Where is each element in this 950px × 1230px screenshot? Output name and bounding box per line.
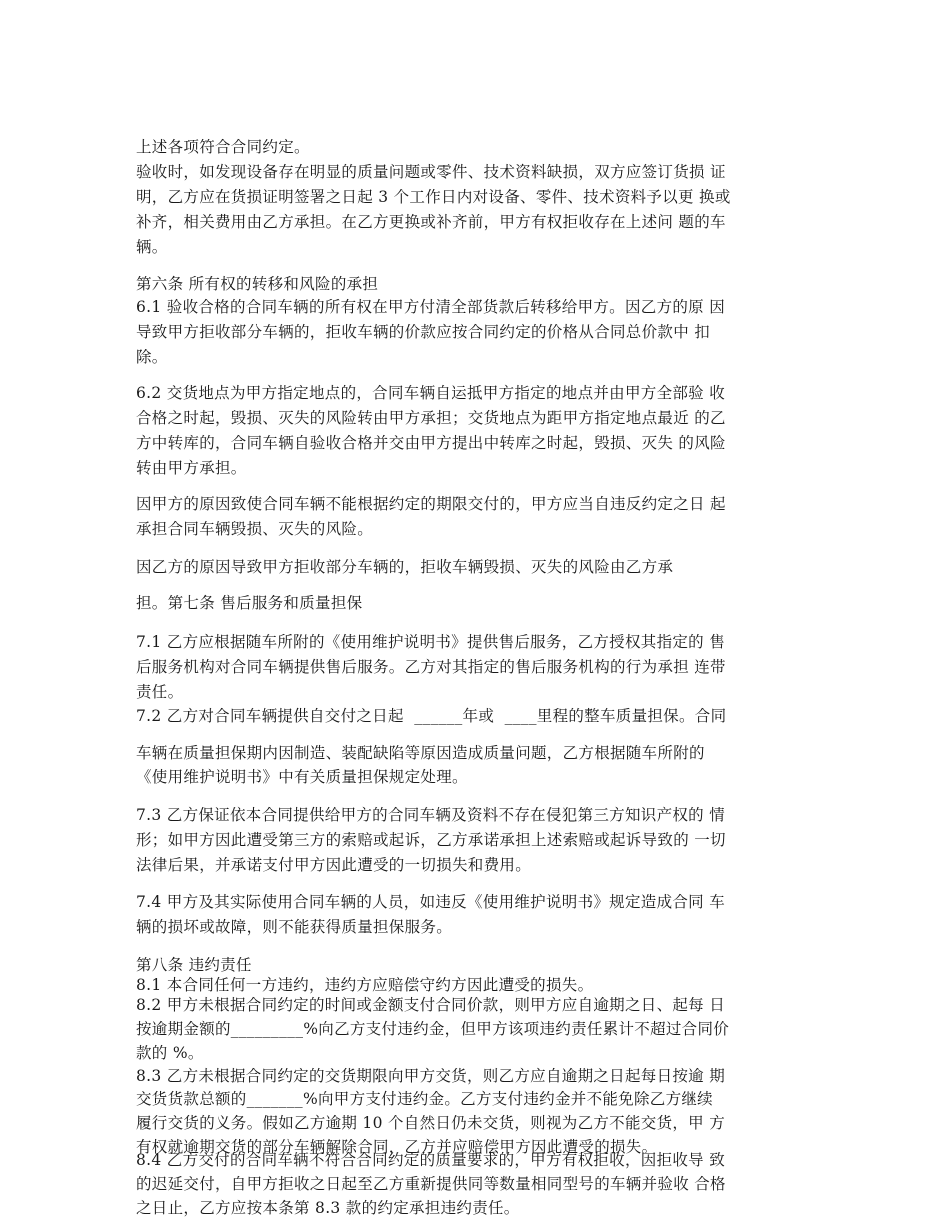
text-line: 辆的损坏或故障，则不能获得质量担保服务。 bbox=[136, 918, 453, 936]
text-line: 的迟延交付，自甲方拒收之日起至乙方重新提供同等数量相同型号的车辆并验收 合格 bbox=[136, 1175, 726, 1193]
text-line: 8.3 乙方未根据合同约定的交货期限向甲方交货，则乙方应自逾期之日起每日按逾 期 bbox=[136, 1067, 726, 1085]
text-line: 承担合同车辆毁损、灭失的风险。 bbox=[136, 520, 374, 538]
text-line: 7.2 乙方对合同车辆提供自交付之日起 ______年或 ____里程的整车质量担保。合同 bbox=[136, 707, 727, 725]
text-line: 明，乙方应在货损证明签署之日起 3 个工作日内对设备、零件、技术资料予以更 换或 bbox=[136, 188, 731, 206]
text-line: 车辆在质量担保期内因制造、装配缺陷等原因造成质量问题，乙方根据随车所附的 bbox=[136, 744, 705, 762]
text-line: 6.2 交货地点为甲方指定地点的，合同车辆自运抵甲方指定的地点并由甲方全部验 收 bbox=[136, 384, 726, 402]
section-heading: 担。第七条 售后服务和质量担保 bbox=[136, 594, 363, 612]
text-line: 除。 bbox=[136, 348, 168, 366]
text-line: 合格之时起，毁损、灭失的风险转由甲方承担；交货地点为距甲方指定地点最近 的乙 bbox=[136, 409, 726, 427]
text-line: 因乙方的原因导致甲方拒收部分车辆的，拒收车辆毁损、灭失的风险由乙方承 bbox=[136, 558, 674, 576]
contract-page bbox=[136, 0, 808, 1230]
text-line: 验收时，如发现设备存在明显的质量问题或零件、技术资料缺损，双方应签订货损 证 bbox=[136, 163, 726, 181]
text-line: 方中转库的，合同车辆自验收合格并交由甲方提出中转库之时起，毁损、灭失 的风险 bbox=[136, 434, 726, 452]
text-line: 因甲方的原因致使合同车辆不能根据约定的期限交付的，甲方应当自违反约定之日 起 bbox=[136, 495, 726, 513]
text-line: 《使用维护说明书》中有关质量担保规定处理。 bbox=[136, 768, 468, 786]
text-line: 导致甲方拒收部分车辆的，拒收车辆的价款应按合同约定的价格从合同总价款中 扣 bbox=[136, 323, 711, 341]
text-line: 有权就逾期交货的部分车辆解除合同，乙方并应赔偿甲方因此遭受的损失。 bbox=[136, 1138, 658, 1156]
text-line: 8.4 乙方交付的合同车辆不符合合同约定的质量要求的，甲方有权拒收，因拒收导 致 bbox=[136, 1151, 726, 1169]
text-line: 补齐，相关费用由乙方承担。在乙方更换或补齐前，甲方有权拒收存在上述问 题的车 bbox=[136, 213, 726, 231]
text-line: 上述各项符合合同约定。 bbox=[136, 138, 310, 156]
text-line: 款的 %。 bbox=[136, 1044, 204, 1062]
section-heading: 第六条 所有权的转移和风险的承担 bbox=[136, 275, 379, 293]
section-heading: 第八条 违约责任 bbox=[136, 956, 252, 974]
text-line: 法律后果，并承诺支付甲方因此遭受的一切损失和费用。 bbox=[136, 856, 532, 874]
text-line: 辆。 bbox=[136, 238, 168, 256]
text-line: 后服务机构对合同车辆提供售后服务。乙方对其指定的售后服务机构的行为承担 连带 bbox=[136, 658, 726, 676]
text-line: 交货货款总额的_______%向甲方支付违约金。乙方支付违约金并不能免除乙方继续 bbox=[136, 1090, 713, 1108]
text-line: 形；如甲方因此遭受第三方的索赔或起诉，乙方承诺承担上述索赔或起诉导致的 一切 bbox=[136, 831, 726, 849]
text-line: 8.1 本合同任何一方违约，违约方应赔偿守约方因此遭受的损失。 bbox=[136, 976, 594, 994]
text-line: 7.3 乙方保证依本合同提供给甲方的合同车辆及资料不存在侵犯第三方知识产权的 情 bbox=[136, 806, 726, 824]
text-line: 责任。 bbox=[136, 683, 184, 701]
text-line: 之日止，乙方应按本条第 8.3 款的约定承担违约责任。 bbox=[136, 1199, 520, 1217]
text-line: 8.2 甲方未根据合同约定的时间或金额支付合同价款，则甲方应自逾期之日、起每 日 bbox=[136, 996, 726, 1014]
text-line: 7.1 乙方应根据随车所附的《使用维护说明书》提供售后服务，乙方授权其指定的 售 bbox=[136, 633, 726, 651]
text-line: 履行交货的义务。假如乙方逾期 10 个自然日仍未交货，则视为乙方不能交货，甲 方 bbox=[136, 1114, 726, 1132]
text-line: 按逾期金额的_________%向乙方支付违约金，但甲方该项违约责任累计不超过合同价 bbox=[136, 1020, 730, 1038]
text-line: 转由甲方承担。 bbox=[136, 459, 247, 477]
text-line: 7.4 甲方及其实际使用合同车辆的人员，如违反《使用维护说明书》规定造成合同 车 bbox=[136, 893, 726, 911]
text-line: 6.1 验收合格的合同车辆的所有权在甲方付清全部货款后转移给甲方。因乙方的原 因 bbox=[136, 298, 726, 316]
